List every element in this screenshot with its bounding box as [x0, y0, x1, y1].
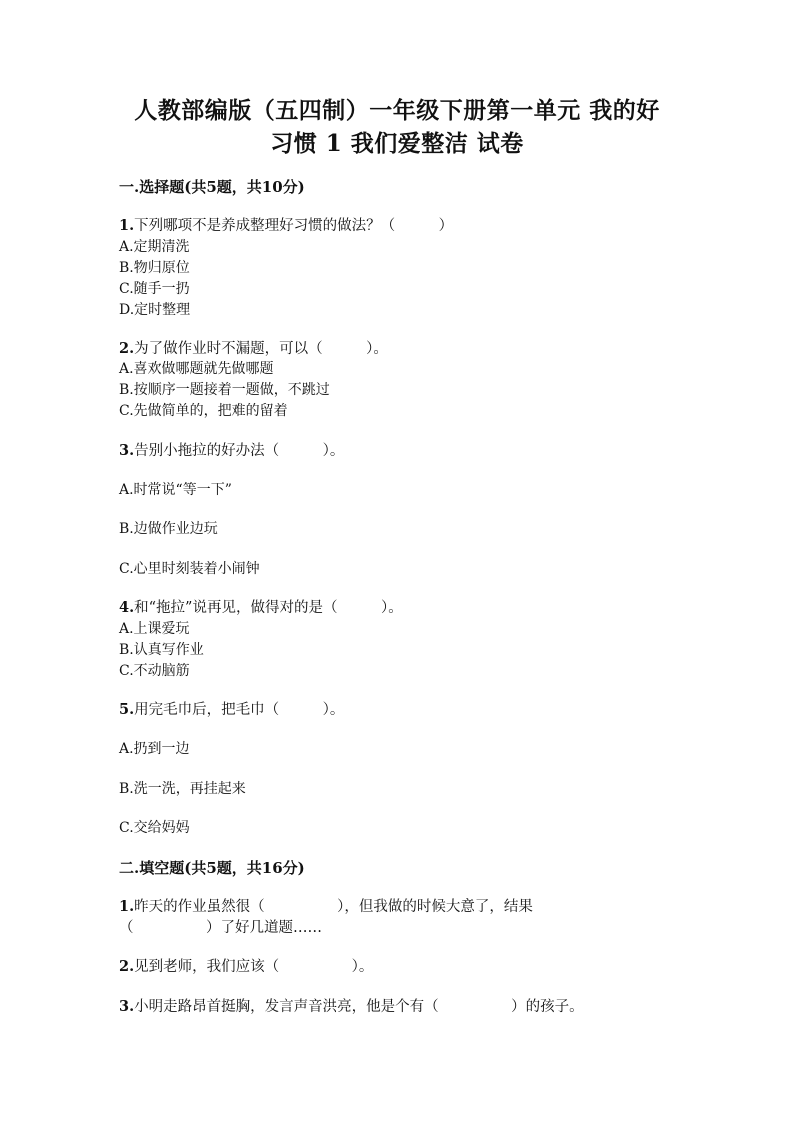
- question-3-option-c: C.心里时刻装着小闹钟: [119, 561, 260, 577]
- question-1-option-a: A.定期清洗: [119, 239, 190, 255]
- question-3-option-b: B.边做作业边玩: [119, 521, 218, 537]
- question-1-stem: [119, 216, 453, 236]
- question-text: 为了做作业时不漏题，可以（ ）。: [134, 341, 388, 357]
- question-5-option-b: B.洗一洗，再挂起来: [119, 781, 246, 797]
- fill-1-line1: [119, 897, 533, 917]
- question-text: 昨天的作业虽然很（ ），但我做的时候大意了，结果: [134, 899, 533, 915]
- question-number: 4.: [119, 599, 135, 616]
- question-2-option-a: A.喜欢做哪题就先做哪题: [119, 361, 274, 377]
- fill-1-line2: （ ）了好几道题……: [119, 920, 322, 936]
- question-text: 告别小拖拉的好办法（ ）。: [134, 443, 345, 459]
- question-number: 3.: [119, 998, 135, 1015]
- question-text: 见到老师，我们应该（ ）。: [134, 959, 374, 975]
- question-number: 5.: [119, 701, 135, 718]
- question-text: 下列哪项不是养成整理好习惯的做法？（ ）: [134, 218, 454, 234]
- question-5-option-c: C.交给妈妈: [119, 820, 190, 836]
- question-5-option-a: A.扔到一边: [119, 741, 190, 757]
- question-4-stem: [119, 598, 403, 618]
- question-number: 2.: [119, 958, 135, 975]
- question-2-option-b: B.按顺序一题接着一题做，不跳过: [119, 382, 330, 398]
- question-4-option-c: C.不动脑筋: [119, 663, 190, 679]
- question-2-option-c: C.先做简单的，把难的留着: [119, 403, 288, 419]
- section-heading-choice: 一.选择题(共5题，共10分): [119, 178, 305, 196]
- fill-2-line1: [119, 957, 373, 977]
- section-heading-fill-blank: 二.填空题(共5题，共16分): [119, 859, 305, 877]
- question-number: 1.: [119, 898, 135, 915]
- question-1-option-d: D.定时整理: [119, 302, 191, 318]
- question-number: 3.: [119, 442, 135, 459]
- question-number: 1.: [119, 217, 135, 234]
- exam-title-line1: 人教部编版（五四制）一年级下册第一单元 我的好: [134, 97, 660, 124]
- exam-title-line2: 习惯 1 我们爱整洁 试卷: [270, 130, 524, 157]
- question-5-stem: [119, 700, 344, 720]
- question-1-option-c: C.随手一扔: [119, 281, 190, 297]
- question-3-stem: [119, 441, 344, 461]
- question-4-option-a: A.上课爱玩: [119, 621, 190, 637]
- question-2-stem: [119, 339, 388, 359]
- question-text: 用完毛巾后，把毛巾（ ）。: [134, 702, 345, 718]
- question-3-option-a: A.时常说“等一下”: [119, 482, 232, 498]
- question-1-option-b: B.物归原位: [119, 260, 190, 276]
- question-number: 2.: [119, 340, 135, 357]
- fill-3-line1: [119, 997, 584, 1017]
- question-text: 小明走路昂首挺胸，发言声音洪亮，他是个有（ ）的孩子。: [134, 999, 584, 1015]
- question-text: 和“拖拉”说再见，做得对的是（ ）。: [134, 600, 403, 616]
- question-4-option-b: B.认真写作业: [119, 642, 204, 658]
